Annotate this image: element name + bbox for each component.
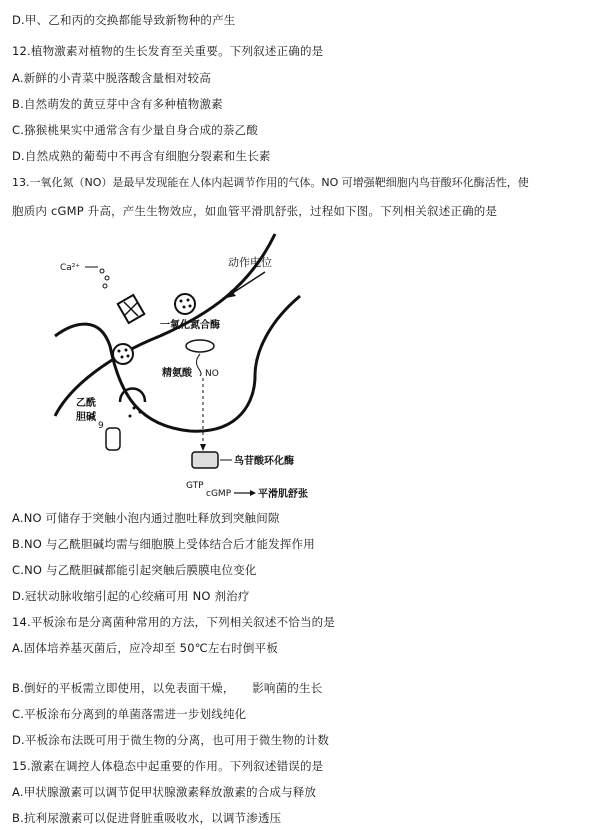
- acetylcholine-label-2: 胆碱: [76, 412, 96, 423]
- gtp-label: GTP: [186, 481, 204, 491]
- no-label: NO: [205, 369, 219, 379]
- synaptic-vesicle-1: [175, 294, 195, 314]
- question-14-stem: 14.平板涂布是分离菌种常用的方法，下列相关叙述不恰当的是: [12, 615, 336, 629]
- question-15-stem: 15.激素在调控人体稳态中起重要的作用。下列叙述错误的是: [12, 759, 324, 773]
- option-14-a: A.固体培养基灭菌后，应冷却至 50℃左右时倒平板: [12, 641, 279, 655]
- option-13-a: A.NO 可储存于突触小泡内通过胞吐释放到突触间隙: [12, 511, 280, 525]
- synapse-diagram: [50, 226, 350, 500]
- option-14-d: D.平板涂布法既可用于微生物的分离，也可用于微生物的计数: [12, 733, 330, 747]
- text-line: D.甲、乙和丙的交换都能导致新物种的产生: [12, 13, 236, 27]
- acetylcholine-label-1: 乙酰: [76, 398, 96, 409]
- option-15-b: B.抗利尿激素可以促进肾脏重吸收水，以调节渗透压: [12, 811, 282, 825]
- option-13-c: C.NO 与乙酰胆碱都能引起突触后膜膜电位变化: [12, 563, 257, 577]
- option-15-a: A.甲状腺激素可以调节促甲状腺激素释放激素的合成与释放: [12, 785, 317, 799]
- option-13-b: B.NO 与乙酰胆碱均需与细胞膜上受体结合后才能发挥作用: [12, 537, 315, 551]
- guanylate-cyclase-label: 鸟苷酸环化酶: [234, 456, 294, 467]
- option-13-d: D.冠状动脉收缩引起的心绞痛可用 NO 剂治疗: [12, 589, 250, 603]
- no-synthase: [186, 340, 214, 352]
- acetylcholine-receptor: [106, 428, 120, 450]
- calcium-label: Ca²⁺: [60, 263, 81, 273]
- question-12-stem: 12.植物激素对植物的生长发育至关重要。下列叙述正确的是: [12, 44, 324, 58]
- postsynaptic-membrane: [55, 296, 300, 431]
- option-12-c: C.猕猴桃果实中通常含有少量自身合成的萘乙酸: [12, 123, 259, 137]
- option-12-a: A.新鲜的小青菜中脱落酸含量相对较高: [12, 71, 211, 85]
- smooth-muscle-relaxation-label: 平滑肌舒张: [258, 489, 308, 500]
- arginine-label: 精氨酸: [162, 368, 192, 379]
- option-14-c: C.平板涂布分离到的单菌落需进一步划线纯化: [12, 707, 247, 721]
- option-12-d: D.自然成熟的葡萄中不再含有细胞分裂素和生长素: [12, 149, 271, 163]
- question-13-stem-2: 胞质内 cGMP 升高，产生生物效应，如血管平滑肌舒张，过程如下图。下列相关叙述正确的是: [12, 204, 498, 218]
- synaptic-vesicle-2: [113, 344, 133, 364]
- question-13-stem-1: 13.一氧化氮（NO）是最早发现能在人体内起调节作用的气体。NO 可增强靶细胞内鸟苷酸环化酶活性，使: [12, 176, 529, 189]
- no-synthase-label: 一氧化氮合酶: [160, 320, 220, 331]
- guanylate-cyclase: [192, 452, 218, 468]
- action-potential-label: 动作电位: [228, 256, 272, 269]
- option-12-b: B.自然萌发的黄豆芽中含有多种植物激素: [12, 97, 223, 111]
- option-14-b: B.倒好的平板需立即使用，以免表面干燥， 影响菌的生长: [12, 681, 323, 695]
- svg-text:9: 9: [98, 421, 104, 431]
- cgmp-label: cGMP: [206, 489, 232, 499]
